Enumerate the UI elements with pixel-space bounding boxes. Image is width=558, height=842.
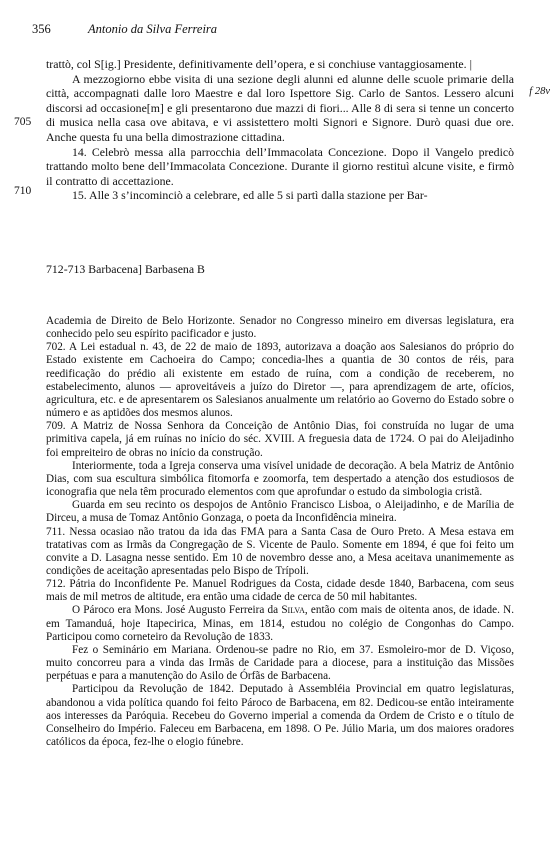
note-709-paragraph-3: Guarda em seu recinto os despojos de Antônio Francisco Lisboa, o Aleijadinho, e de Marília de Dirceu, a musa de Tomaz Antônio Gonzaga, o poeta da Inconfidência mineira. (46, 499, 514, 525)
note-709: 709. A Matriz de Nossa Senhora da Conceição de Antônio Dias, foi construída no lugar de uma primitiva capela, já em ruínas no início do séc. XVIII. A freguesia data de 1724. O pai do Aleijadinho foi empreiteiro de obras no início da construção. (46, 420, 514, 459)
main-paragraph-4: 15. Alle 3 s’incominciò a celebrare, ed alle 5 si partì dalla stazione per Bar- (72, 188, 428, 203)
main-text (46, 57, 514, 203)
main-paragraph-1: trattò, col S[ig.] Presidente, definitivamente dell’opera, e si conchiuse vantaggiosamente. | (46, 57, 472, 71)
note-712-paragraph-2 (46, 604, 514, 643)
apparatus-ref: 712-713 (46, 262, 86, 276)
page-number: 356 (32, 22, 51, 36)
margin-folio-note: f 28v (529, 86, 550, 97)
note-712-paragraph-3: Fez o Seminário em Mariana. Ordenou-se padre no Rio, em 37. Esmoleiro-mor de D. Viçoso, muito concorreu para a vinda das Irmãs de Caridade para a diocese, para a instituição das Missões perpétuas e para a manutenção do Asilo de Órfãs de Barbacena. (46, 643, 514, 683)
main-paragraph-3: 14. Celebrò messa alla parrocchia dell’Immacolata Concezione. Dopo il Vangelo predicò trattando molto bene dell’Immacolata Concezione. Durante il giorno restituì alcune visite, e firmò il contratto di accettazione. (46, 144, 514, 188)
apparatus-lemma: Barbacena] (88, 262, 142, 276)
note-712: 712. Pátria do Inconfidente Pe. Manuel Rodrigues da Costa, cidade desde 1840, Barbacena, com seus mais de mil metros de altitude, era então uma cidade de cerca de 50 mil habitantes. (46, 578, 514, 604)
note-continuation: Academia de Direito de Belo Horizonte. Senador no Congresso mineiro em diversas legislatura, era conhecido pelo seu espírito pacificador e justo. (46, 315, 514, 341)
apparatus-variant: Barbasena (144, 262, 195, 276)
footnotes (46, 315, 514, 749)
note-711: 711. Nessa ocasiao não tratou da ida das FMA para a Santa Casa de Ouro Preto. A Mesa estava em tratativas com as Irmãs da Congregação de S. Vicente de Paulo. Somente em 1894, é que foi feito um convite a D. Lasagna nesse sentido. Em 10 de novembro desse ano, a Mesa aceitava unanimemente as condições de aceitação apresentadas pelo Bispo de Trípoli. (46, 525, 514, 577)
line-number-710: 710 (14, 185, 32, 197)
main-paragraph-2: A mezzogiorno ebbe visita di una sezione degli alunni ed alunne delle scuole primarie della città, accompagnati dalle loro Maestre e dal loro Ispettore Sig. Carlo de Santos. Lessero alcuni discorsi ad occasione[m] e gli presentarono due mazzi di fiori... Alle 8 di sera si tenne un concerto di musica nella casa ove abitava, e vi assistettero molti Signori e Signore. Durò quasi due ore. Anche questa fu una bella dimostrazione cittadina. (46, 71, 514, 144)
note-712-smallcaps: Silva (281, 604, 305, 617)
note-712-paragraph-4: Participou da Revolução de 1842. Deputado à Assembléia Provincial em quatro legislaturas, abandonou a vida política quando foi feito Pároco de Barbacena, em 82. Dedicou-se então inteiramente aos interesses da Paróquia. Recebeu do Governo imperial a comenda da Ordem de Cristo e o título de Conselheiro do Império. Faleceu em Barbacena, em 1898. O Pe. Júlio Maria, um dos maiores oradores católicos da época, fez-lhe o elogio fúnebre. (46, 683, 514, 748)
note-709-paragraph-2: Interiormente, toda a Igreja conserva uma visível unidade de decoração. A bela Matriz de Antônio Dias, com sua escultura simbólica fitomorfa e zoomorfa, tem despertado a atenção dos estudiosos de iconografia que nela têm procurado elementos com que aprofundar o estudo da simbologia cristã. (46, 459, 514, 499)
running-header (32, 22, 528, 38)
line-number-705: 705 (14, 116, 32, 128)
note-712-text-b: , então com mais de oitenta anos, de idade. N. em Tamanduá, hoje Itapecirica, Minas, em 1814, estudou no colégio de Congonhas do Campo. Participou como corneteiro da Revolução de 1833. (46, 604, 514, 643)
note-702: 702. A Lei estadual n. 43, de 22 de maio de 1893, autorizava a doação aos Salesianos do próprio do Estado existente em Cachoeira do Campo; concedia-lhes a quantia de 30 contos de réis, para reedificação do prédio ali existente em estado de ruína, com a condição de receberem, no estabelecimento, alunos — aproveitáveis a juízo do Diretor —, para aprendizagem de arte, ofícios, agricultura, etc. e de apresentarem os Salesianos anualmente um relatório ao Governo do Estado sobre o número e as aptidões dos mesmos alunos. (46, 341, 514, 420)
running-title: Antonio da Silva Ferreira (88, 22, 218, 36)
note-712-text-a: O Pároco era Mons. José Augusto Ferreira da (72, 604, 282, 617)
apparatus-siglum: B (197, 262, 205, 276)
critical-apparatus (46, 262, 205, 277)
